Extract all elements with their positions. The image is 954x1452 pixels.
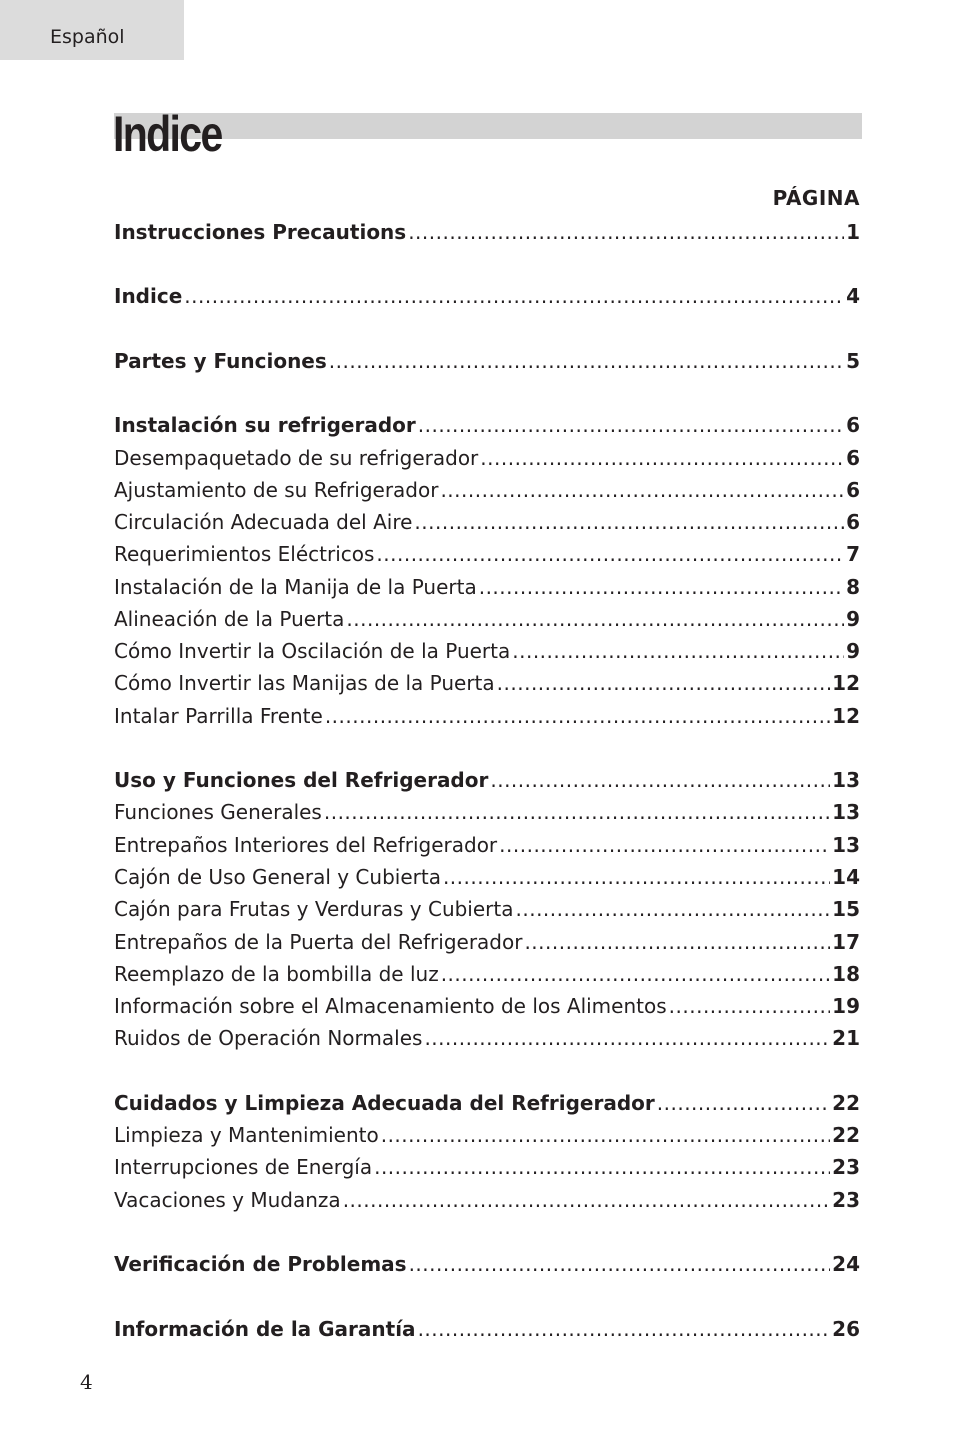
toc-entry-label: Instalación su refrigerador xyxy=(114,413,416,437)
dot-leader xyxy=(324,798,830,826)
toc-entry xyxy=(114,540,860,568)
dot-leader xyxy=(346,605,844,633)
toc-entry-page: 15 xyxy=(832,897,860,921)
toc-section-entry xyxy=(114,1250,860,1278)
dot-leader xyxy=(343,1186,830,1214)
dot-leader xyxy=(480,444,844,472)
toc-entry-label: Cuidados y Limpieza Adecuada del Refrigerador xyxy=(114,1091,655,1115)
toc-section-entry xyxy=(114,1315,860,1343)
toc-entry xyxy=(114,895,860,923)
toc-entry-page: 13 xyxy=(832,800,860,824)
toc-entry-label: Reemplazo de la bombilla de luz xyxy=(114,962,439,986)
toc-entry-page: 23 xyxy=(832,1155,860,1179)
toc-entry xyxy=(114,444,860,472)
toc-entry-page: 24 xyxy=(832,1252,860,1276)
toc-entry xyxy=(114,476,860,504)
toc-entry-label: Circulación Adecuada del Aire xyxy=(114,510,413,534)
dot-leader xyxy=(441,960,830,988)
toc-entry-label: Información sobre el Almacenamiento de los Alimentos xyxy=(114,994,667,1018)
toc-entry xyxy=(114,573,860,601)
toc-entry-label: Cajón de Uso General y Cubierta xyxy=(114,865,441,889)
toc-entry-page: 8 xyxy=(846,575,860,599)
dot-leader xyxy=(490,766,830,794)
dot-leader xyxy=(381,1121,830,1149)
toc-entry-page: 6 xyxy=(846,446,860,470)
toc-entry xyxy=(114,605,860,633)
toc-entry xyxy=(114,1121,860,1149)
dot-leader xyxy=(657,1089,830,1117)
toc-entry-page: 6 xyxy=(846,413,860,437)
toc-entry-page: 7 xyxy=(846,542,860,566)
toc-entry-label: Alineación de la Puerta xyxy=(114,607,345,631)
dot-leader xyxy=(325,702,830,730)
toc-entry-page: 6 xyxy=(846,510,860,534)
toc-entry-page: 5 xyxy=(846,349,860,373)
toc-section-entry xyxy=(114,218,860,246)
dot-leader xyxy=(374,1153,830,1181)
toc-entry xyxy=(114,798,860,826)
toc-entry xyxy=(114,992,860,1020)
toc-section-entry xyxy=(114,411,860,439)
page-title: Indice xyxy=(113,106,222,162)
toc-entry-page: 13 xyxy=(832,833,860,857)
dot-leader xyxy=(418,411,844,439)
dot-leader xyxy=(516,895,831,923)
dot-leader xyxy=(479,573,844,601)
toc-entry-page: 26 xyxy=(832,1317,860,1341)
toc-entry xyxy=(114,1153,860,1181)
toc-entry-label: Limpieza y Mantenimiento xyxy=(114,1123,379,1147)
title-bar xyxy=(114,113,862,139)
language-tab xyxy=(0,0,184,60)
toc-section-entry xyxy=(114,347,860,375)
toc-entry-label: Cómo Invertir la Oscilación de la Puerta xyxy=(114,639,511,663)
dot-leader xyxy=(440,476,844,504)
dot-leader xyxy=(418,1315,831,1343)
toc-entry-label: Desempaquetado de su refrigerador xyxy=(114,446,479,470)
toc-entry-page: 18 xyxy=(832,962,860,986)
toc-entry-page: 12 xyxy=(832,704,860,728)
dot-leader xyxy=(376,540,844,568)
toc-entry xyxy=(114,508,860,536)
toc-entry xyxy=(114,702,860,730)
dot-leader xyxy=(408,218,844,246)
toc-entry-label: Funciones Generales xyxy=(114,800,322,824)
dot-leader xyxy=(669,992,831,1020)
toc-entry-label: Interrupciones de Energía xyxy=(114,1155,373,1179)
toc-entry xyxy=(114,1024,860,1052)
toc-entry xyxy=(114,863,860,891)
dot-leader xyxy=(443,863,830,891)
toc-entry-label: Instalación de la Manija de la Puerta xyxy=(114,575,477,599)
page-number: 4 xyxy=(80,1370,93,1394)
toc-entry xyxy=(114,637,860,665)
toc-section-entry xyxy=(114,1089,860,1117)
toc-entry xyxy=(114,960,860,988)
toc-entry-page: 9 xyxy=(846,639,860,663)
toc-entry-label: Requerimientos Eléctricos xyxy=(114,542,375,566)
toc-entry-page: 12 xyxy=(832,671,860,695)
dot-leader xyxy=(512,637,844,665)
dot-leader xyxy=(414,508,844,536)
toc-entry-label: Entrepaños de la Puerta del Refrigerador xyxy=(114,930,523,954)
toc-entry xyxy=(114,669,860,697)
dot-leader xyxy=(424,1024,830,1052)
toc-entry-page: 4 xyxy=(846,284,860,308)
toc-entry-label: Indice xyxy=(114,284,183,308)
dot-leader xyxy=(329,347,844,375)
toc-entry xyxy=(114,928,860,956)
toc-entry-page: 22 xyxy=(832,1123,860,1147)
toc-entry-page: 22 xyxy=(832,1091,860,1115)
toc-entry-page: 1 xyxy=(846,220,860,244)
page-column-header: PÁGINA xyxy=(772,186,860,210)
toc-entry-page: 17 xyxy=(832,930,860,954)
toc-entry-page: 13 xyxy=(832,768,860,792)
toc-entry-label: Cajón para Frutas y Verduras y Cubierta xyxy=(114,897,514,921)
dot-leader xyxy=(184,282,844,310)
toc-entry-label: Entrepaños Interiores del Refrigerador xyxy=(114,833,498,857)
toc-entry-page: 6 xyxy=(846,478,860,502)
toc-entry-label: Cómo Invertir las Manijas de la Puerta xyxy=(114,671,495,695)
toc-entry-page: 19 xyxy=(832,994,860,1018)
toc-entry-label: Ruidos de Operación Normales xyxy=(114,1026,423,1050)
dot-leader xyxy=(497,669,831,697)
toc-entry-page: 9 xyxy=(846,607,860,631)
toc-entry-label: Verificación de Problemas xyxy=(114,1252,407,1276)
toc-entry xyxy=(114,831,860,859)
toc-entry-page: 23 xyxy=(832,1188,860,1212)
toc-entry-label: Partes y Funciones xyxy=(114,349,327,373)
toc-section-entry xyxy=(114,766,860,794)
toc-entry-page: 14 xyxy=(832,865,860,889)
toc-entry-label: Información de la Garantía xyxy=(114,1317,416,1341)
language-label: Español xyxy=(50,26,125,48)
toc-section-entry xyxy=(114,282,860,310)
toc-entry-label: Intalar Parrilla Frente xyxy=(114,704,323,728)
toc-entry-label: Uso y Funciones del Refrigerador xyxy=(114,768,489,792)
toc-entry-label: Vacaciones y Mudanza xyxy=(114,1188,341,1212)
toc-entry-label: Instrucciones Precautions xyxy=(114,220,407,244)
toc-entry-label: Ajustamiento de su Refrigerador xyxy=(114,478,439,502)
dot-leader xyxy=(499,831,830,859)
toc-entry-page: 21 xyxy=(832,1026,860,1050)
toc-entry xyxy=(114,1186,860,1214)
dot-leader xyxy=(524,928,830,956)
dot-leader xyxy=(409,1250,831,1278)
